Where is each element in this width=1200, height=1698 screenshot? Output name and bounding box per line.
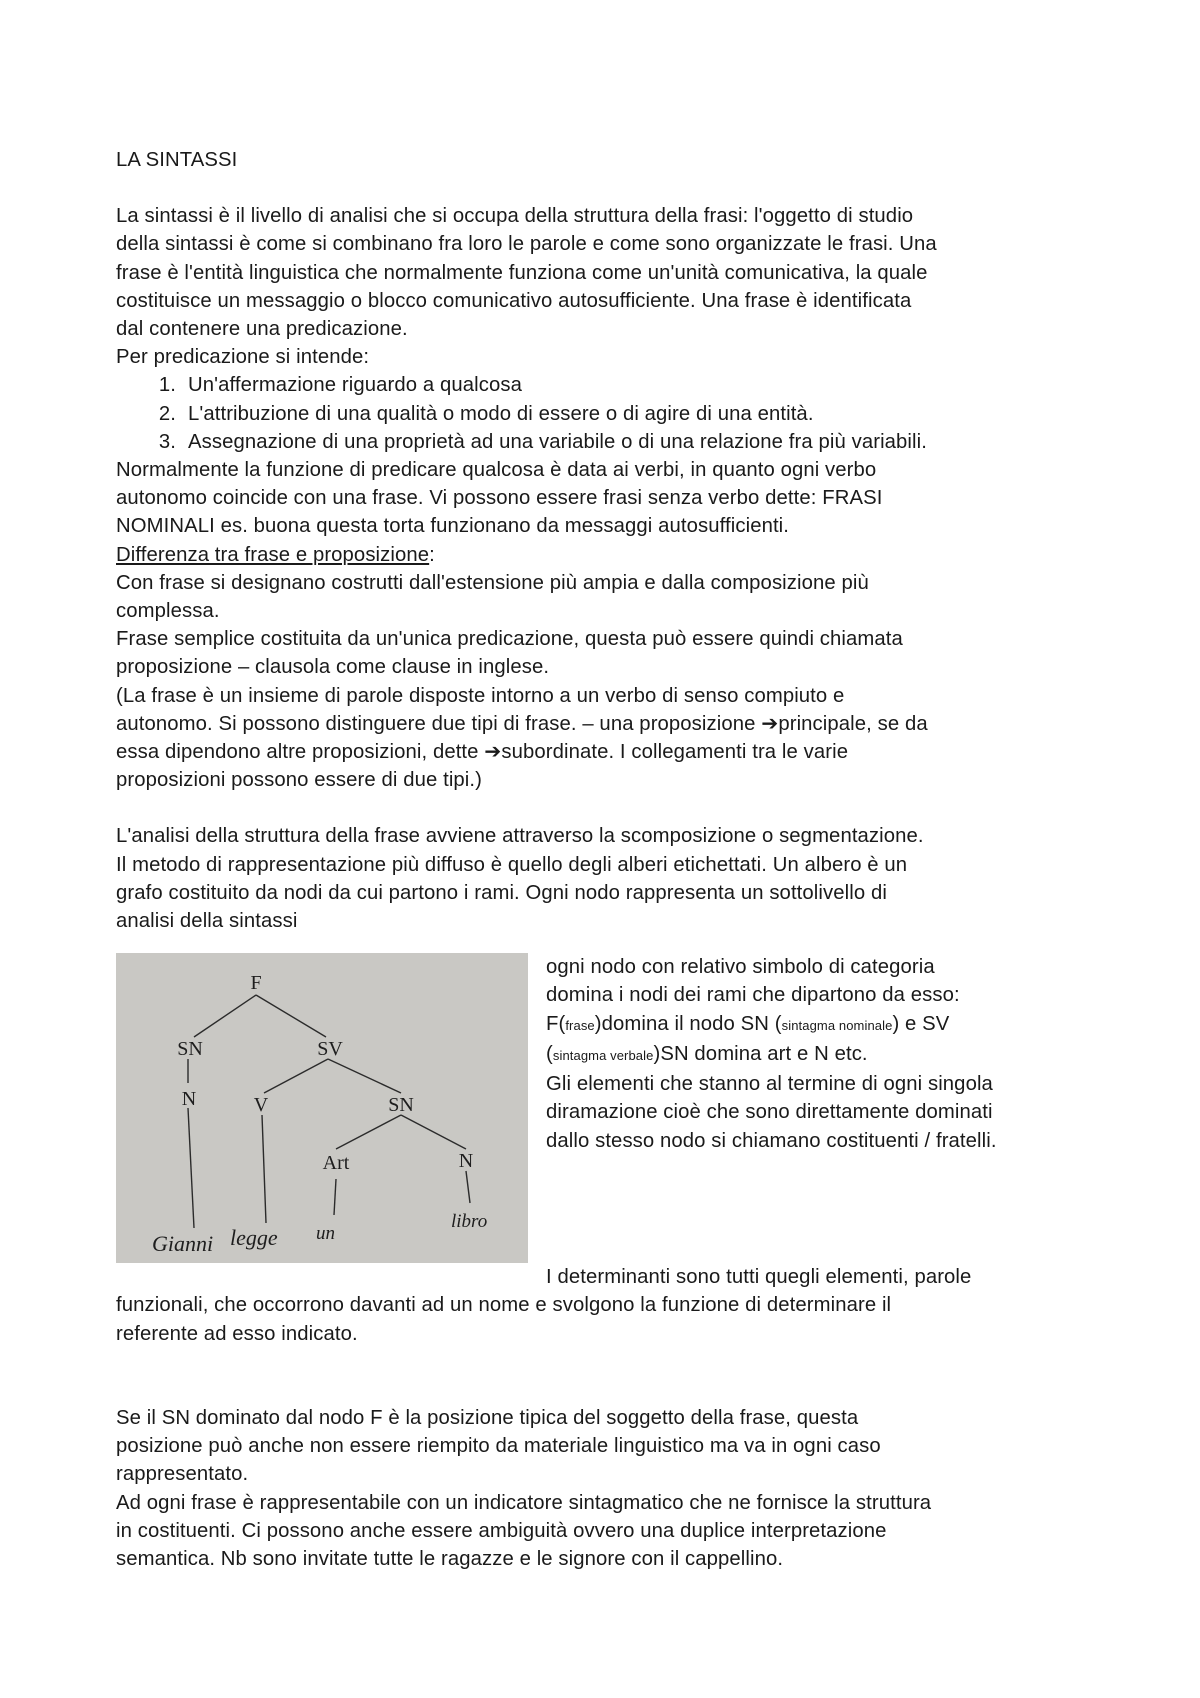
arrow-icon: ➔ [484,741,502,764]
branch-v-word [262,1115,266,1223]
branch-sn-art [336,1115,401,1149]
text-span: )domina il nodo SN ( [594,1012,782,1035]
syntax-tree-image [116,953,528,1263]
list-text: Un'affermazione riguardo a qualcosa [188,374,522,397]
branch-n2-word [466,1171,470,1203]
arrow-icon: ➔ [761,712,779,735]
branch-sv-v [264,1059,328,1093]
text-line: L'analisi della struttura della frase avviene attraverso la scomposizione o segmentazione. [116,825,924,848]
tree-node-art: Art [322,1152,350,1175]
text-line: La sintassi è il livello di analisi che si occupa della struttura della frasi: l'oggetto di studio [116,205,914,228]
difference-heading-text: Differenza tra frase e proposizione [116,543,430,566]
tree-explanation [546,953,997,1154]
verbs-paragraph [116,456,1096,541]
tree-branches [188,995,470,1228]
list-item [116,428,1096,456]
document-page [116,146,1096,1573]
text-line: grafo costituito da nodi da cui partono i rami. Ogni nodo rappresenta un sottolivello di [116,881,887,904]
text-line: posizione può anche non essere riempito da materiale linguistico ma va in ogni caso [116,1435,881,1458]
text-span: principale, se da [778,712,928,735]
branch-n-word [188,1108,194,1228]
subject-paragraph [116,1404,1096,1573]
text-line: Normalmente la funzione di predicare qualcosa è data ai verbi, in quanto ogni verbo [116,459,877,482]
determinants-paragraph [116,1263,1096,1348]
text-line: referente ad esso indicato. [116,1322,358,1345]
text-line: NOMINALI es. buona questa torta funzionano da messaggi autosufficienti. [116,515,790,538]
tree-word-libro: libro [451,1211,488,1233]
branch-f-sv [256,995,326,1037]
numbered-list [116,371,1096,456]
text-line [116,738,1096,766]
text-line: Frase semplice costituita da un'unica predicazione, questa può essere quindi chiamata [116,628,903,651]
text-line [546,1010,997,1040]
list-text: Assegnazione di una proprietà ad una variabile o di una relazione fra più variabili. [188,430,927,453]
difference-paragraph [116,569,1096,795]
text-span: )SN domina art e N etc. [653,1042,868,1065]
tree-node-sv: SV [317,1038,343,1061]
text-line: (La frase è un insieme di parole disposte intorno a un verbo di senso compiuto e [116,684,845,707]
text-line: complessa. [116,600,220,623]
text-span: essa dipendono altre proposizioni, dette [116,741,485,764]
list-number: 3. [158,430,176,453]
text-line: costituisce un messaggio o blocco comunicativo autosufficiente. Una frase è identificata [116,289,912,312]
tree-node-sn2: SN [388,1094,414,1117]
text-span: ) e SV [892,1012,950,1035]
text-line: I determinanti sono tutti quegli elementi, parole [546,1266,972,1289]
text-line: ogni nodo con relativo simbolo di categoria [546,956,935,979]
text-line: proposizione – clausola come clause in inglese. [116,656,550,679]
text-line: semantica. Nb sono invitate tutte le ragazze e le signore con il cappellino. [116,1547,784,1570]
text-span: subordinate. I collegamenti tra le varie [501,741,849,764]
text-line: Per predicazione si intende: [116,346,370,369]
list-item [116,371,1096,399]
text-span: sintagma verbale [552,1047,654,1063]
difference-heading-colon: : [429,543,435,566]
tree-word-gianni: Gianni [152,1231,214,1257]
text-line: autonomo coincide con una frase. Vi possono essere frasi senza verbo dette: FRASI [116,487,883,510]
text-line: rappresentato. [116,1463,249,1486]
text-line: Il metodo di rappresentazione più diffuso è quello degli alberi etichettati. Un albero è un [116,853,908,876]
tree-node-v: V [253,1094,269,1117]
text-line: funzionali, che occorrono davanti ad un nome e svolgono la funzione di determinare il [116,1294,892,1317]
figure-row [116,953,1096,1263]
text-span: ( [546,1042,553,1065]
list-item [116,400,1096,428]
branch-sn-n2 [401,1115,466,1149]
branch-f-sn [194,995,256,1037]
text-line [546,1040,997,1070]
tree-node-n: N [181,1088,197,1111]
tree-word-un: un [316,1223,335,1245]
text-line: dallo stesso nodo si chiamano costituenti / fratelli. [546,1129,997,1152]
text-line: in costituenti. Ci possono anche essere ambiguità ovvero una duplice interpretazione [116,1519,887,1542]
difference-heading [116,541,1096,569]
page-title: LA SINTASSI [116,149,238,171]
branch-sv-sn [328,1059,401,1093]
text-span: autonomo. Si possono distinguere due tipi di frase. – una proposizione [116,712,762,735]
text-line: domina i nodi dei rami che dipartono da esso: [546,984,960,1007]
tree-node-sn: SN [177,1038,203,1061]
list-number: 2. [158,402,176,425]
text-line: della sintassi è come si combinano fra loro le parole e come sono organizzate le frasi. Una [116,233,937,256]
text-line: frase è l'entità linguistica che normalmente funziona come un'unità comunicativa, la quale [116,261,928,284]
text-line: Con frase si designano costrutti dall'estensione più ampia e dalla composizione più [116,571,869,594]
text-line: analisi della sintassi [116,910,298,933]
text-line: Gli elementi che stanno al termine di ogni singola [546,1073,993,1096]
list-text: L'attribuzione di una qualità o modo di essere o di agire di una entità. [188,402,814,425]
text-line: diramazione cioè che sono direttamente dominati [546,1101,993,1124]
syntax-tree-diagram [116,953,528,1263]
text-span: sintagma nominale [781,1017,893,1033]
list-number: 1. [158,374,176,397]
tree-node-f: F [250,972,262,995]
text-line: dal contenere una predicazione. [116,318,408,341]
analysis-paragraph [116,822,1096,935]
text-line [116,710,1096,738]
text-line: proposizioni possono essere di due tipi.) [116,769,482,792]
text-span: F( [546,1012,566,1035]
branch-art-word [334,1179,336,1215]
text-line: Se il SN dominato dal nodo F è la posizione tipica del soggetto della frase, questa [116,1406,859,1429]
tree-node-n2: N [458,1150,474,1173]
intro-paragraph [116,202,1096,371]
tree-word-legge: legge [230,1225,278,1251]
text-line: Ad ogni frase è rappresentabile con un indicatore sintagmatico che ne fornisce la struttura [116,1491,932,1514]
text-span: frase [565,1017,595,1033]
